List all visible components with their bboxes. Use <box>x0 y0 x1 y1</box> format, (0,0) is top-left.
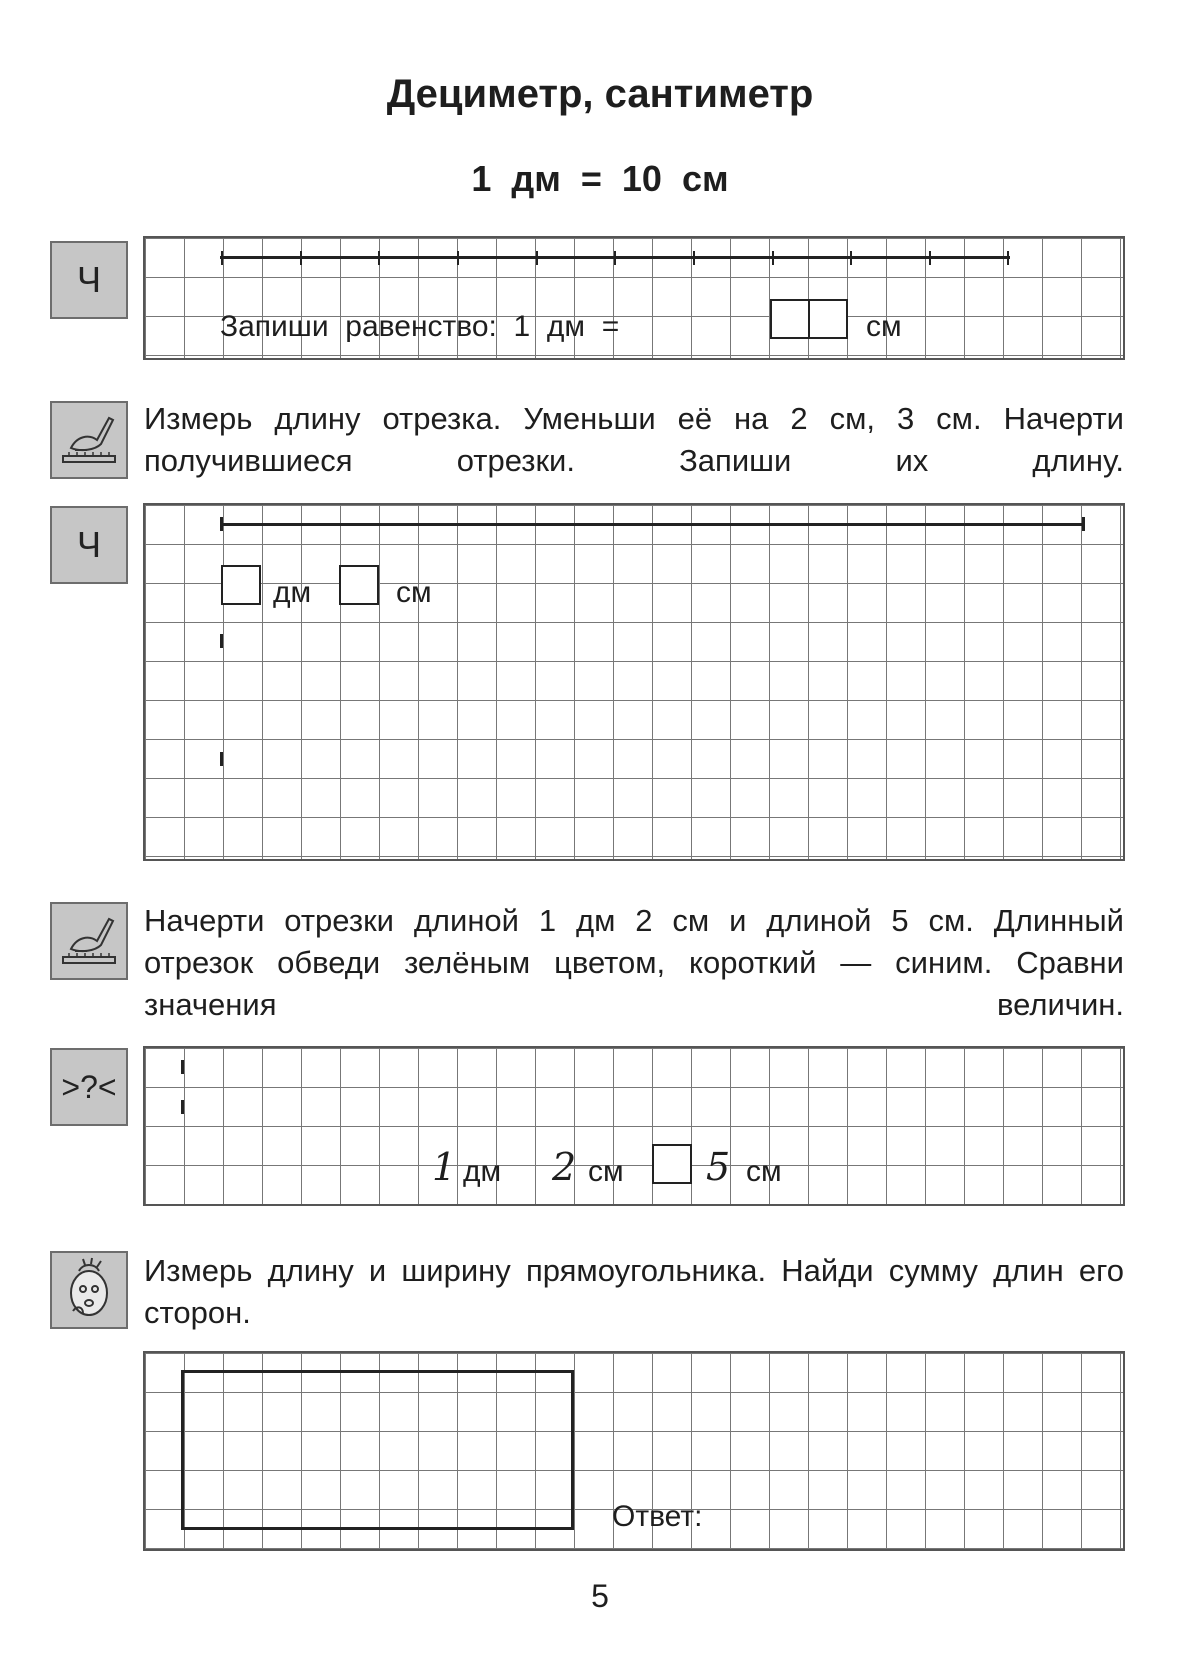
task2-instruction: Измерь длину отрезка. Уменьши её на 2 см, 3 см. Начерти получившиеся отрезки. Запиши их длину. <box>144 401 1124 478</box>
segment-tick <box>457 251 459 265</box>
segment-tick <box>536 251 538 265</box>
compare-sign-box[interactable] <box>652 1144 692 1184</box>
count-icon: Ч <box>50 241 128 319</box>
segment-tick <box>300 251 302 265</box>
answer-box-ones[interactable] <box>808 299 848 339</box>
count-icon: Ч <box>50 506 128 584</box>
compare-left-num2: 2 <box>552 1145 577 1189</box>
segment-tick <box>850 251 852 265</box>
start-mark <box>220 752 223 766</box>
start-mark <box>181 1060 184 1074</box>
segment-tick <box>929 251 931 265</box>
answer-box-dm[interactable] <box>221 565 261 605</box>
answer-box-cm[interactable] <box>339 565 379 605</box>
compare-left-unit-dm: дм <box>463 1155 502 1188</box>
segment-tick <box>693 251 695 265</box>
compare-left-num: 1 <box>432 1145 457 1189</box>
start-mark <box>220 634 223 648</box>
segment-tick <box>614 251 616 265</box>
thinking-face-icon <box>50 1251 128 1329</box>
segment-end-tick <box>220 517 223 531</box>
page-subtitle: 1 дм = 10 см <box>471 158 729 199</box>
grid-task2 <box>143 503 1125 861</box>
measure-segment-long <box>220 523 1085 526</box>
page-number: 5 <box>591 1578 609 1614</box>
start-mark <box>181 1100 184 1114</box>
compare-right-unit: см <box>746 1155 782 1188</box>
pencil-ruler-icon <box>50 401 128 479</box>
task4-instruction: Измерь длину и ширину прямоугольника. Найди сумму длин его сторон. <box>144 1253 1124 1330</box>
pencil-ruler-icon <box>50 902 128 980</box>
rectangle-shape <box>181 1370 574 1530</box>
compare-right-num: 5 <box>706 1145 731 1189</box>
answer-box-tens[interactable] <box>770 299 810 339</box>
compare-left-unit-cm: см <box>588 1155 624 1188</box>
grid-task3 <box>143 1046 1125 1206</box>
segment-end-tick <box>1082 517 1085 531</box>
segment-tick <box>378 251 380 265</box>
equation-text: Запиши равенство: 1 дм = <box>220 310 620 343</box>
page-title: Дециметр, сантиметр <box>386 72 814 116</box>
unit-cm: см <box>396 576 432 609</box>
task3-instruction: Начерти отрезки длиной 1 дм 2 см и длиной 5 см. Длинный отрезок обведи зелёным цветом, короткий — синим. Сравни значения величин. <box>144 903 1124 1022</box>
compare-icon: >?< <box>50 1048 128 1126</box>
unit-dm: дм <box>273 576 312 609</box>
segment-tick <box>1007 251 1009 265</box>
segment-tick <box>772 251 774 265</box>
answer-label: Ответ: <box>612 1500 703 1533</box>
segment-tick <box>221 251 223 265</box>
equation-unit: см <box>866 310 902 343</box>
